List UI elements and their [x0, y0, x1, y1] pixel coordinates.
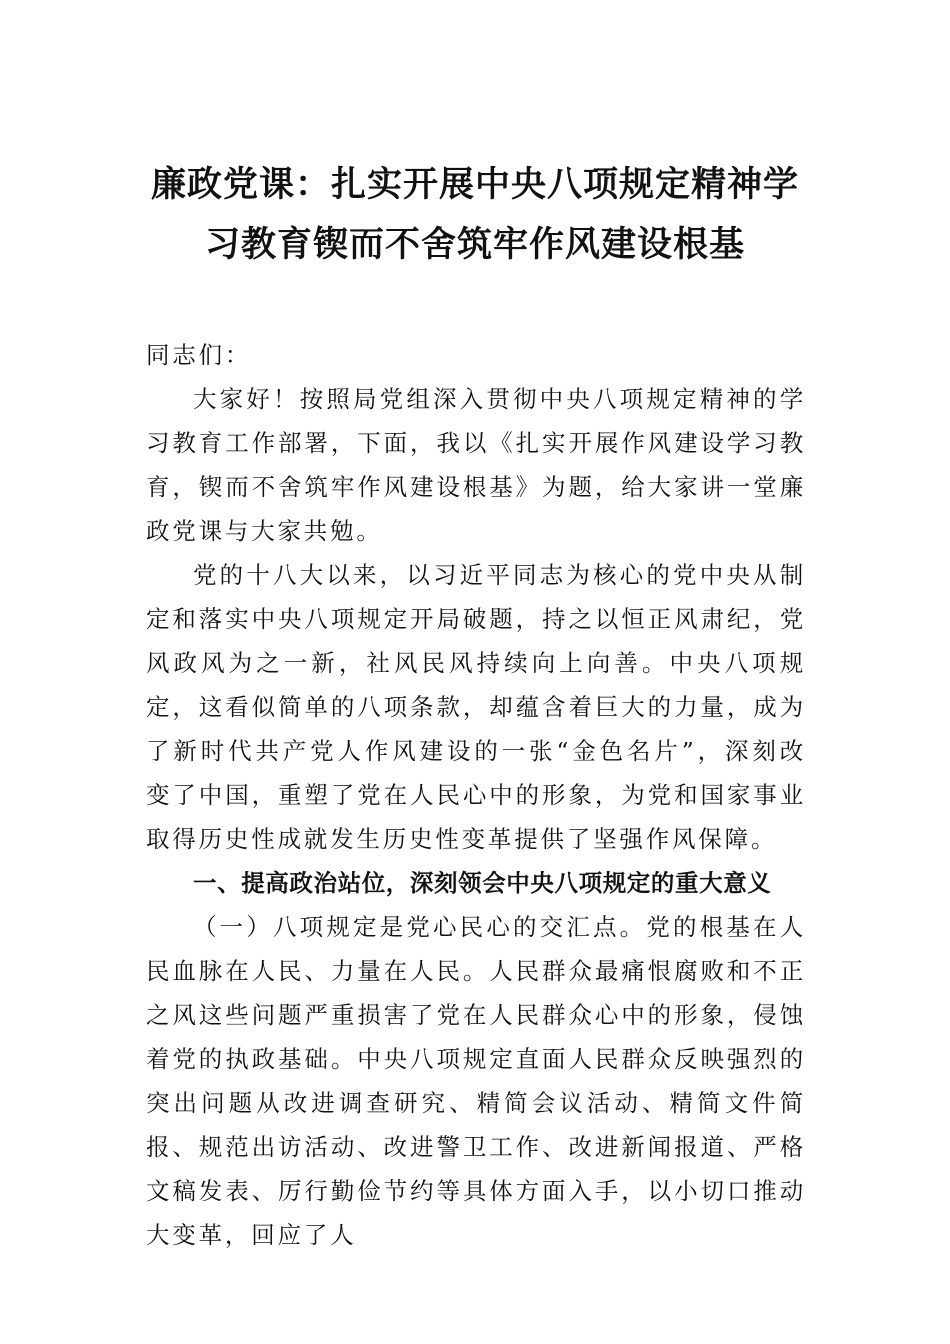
title-line-1: 廉政党课：扎实开展中央八项规定精神学 — [150, 164, 799, 205]
subsection-paragraph: （一）八项规定是党心民心的交汇点。党的根基在人民血脉在人民、力量在人民。人民群众最痛恨腐败和不正之风这些问题严重损害了党在人民群众心中的形象，侵蚀着党的执政基础。中央八项规定直面人民群众反映强烈的突出问题从改进调查研究、精简会议活动、精简文件简报、规范出访活动、改进警卫工作、改进新闻报道、严格文稿发表、厉行勤俭节约等具体方面入手，以小切口推动大变革，回应了人 — [146, 913, 806, 1249]
paragraph-opening: 大家好！按照局党组深入贯彻中央八项规定精神的学习教育工作部署，下面，我以《扎实开展作风建设学习教育，锲而不舍筑牢作风建设根基》为题，给大家讲一堂廉政党课与大家共勉。 — [146, 385, 806, 545]
salutation: 同志们： — [146, 341, 252, 369]
title-line-2: 习教育锲而不舍筑牢作风建设根基 — [204, 224, 745, 265]
document-title — [120, 155, 830, 275]
section-heading: 一、提高政治站位，深刻领会中央八项规定的重大意义 — [193, 869, 772, 897]
document-body — [146, 333, 806, 1257]
paragraph-background: 党的十八大以来，以习近平同志为核心的党中央从制定和落实中央八项规定开局破题，持之以恒正风肃纪，党风政风为之一新，社风民风持续向上向善。中央八项规定，这看似简单的八项条款，却蕴含着巨大的力量，成为了新时代共产党人作风建设的一张“金色名片”，深刻改变了中国，重塑了党在人民心中的形象，为党和国家事业取得历史性成就发生历史性变革提供了坚强作风保障。 — [146, 561, 806, 853]
